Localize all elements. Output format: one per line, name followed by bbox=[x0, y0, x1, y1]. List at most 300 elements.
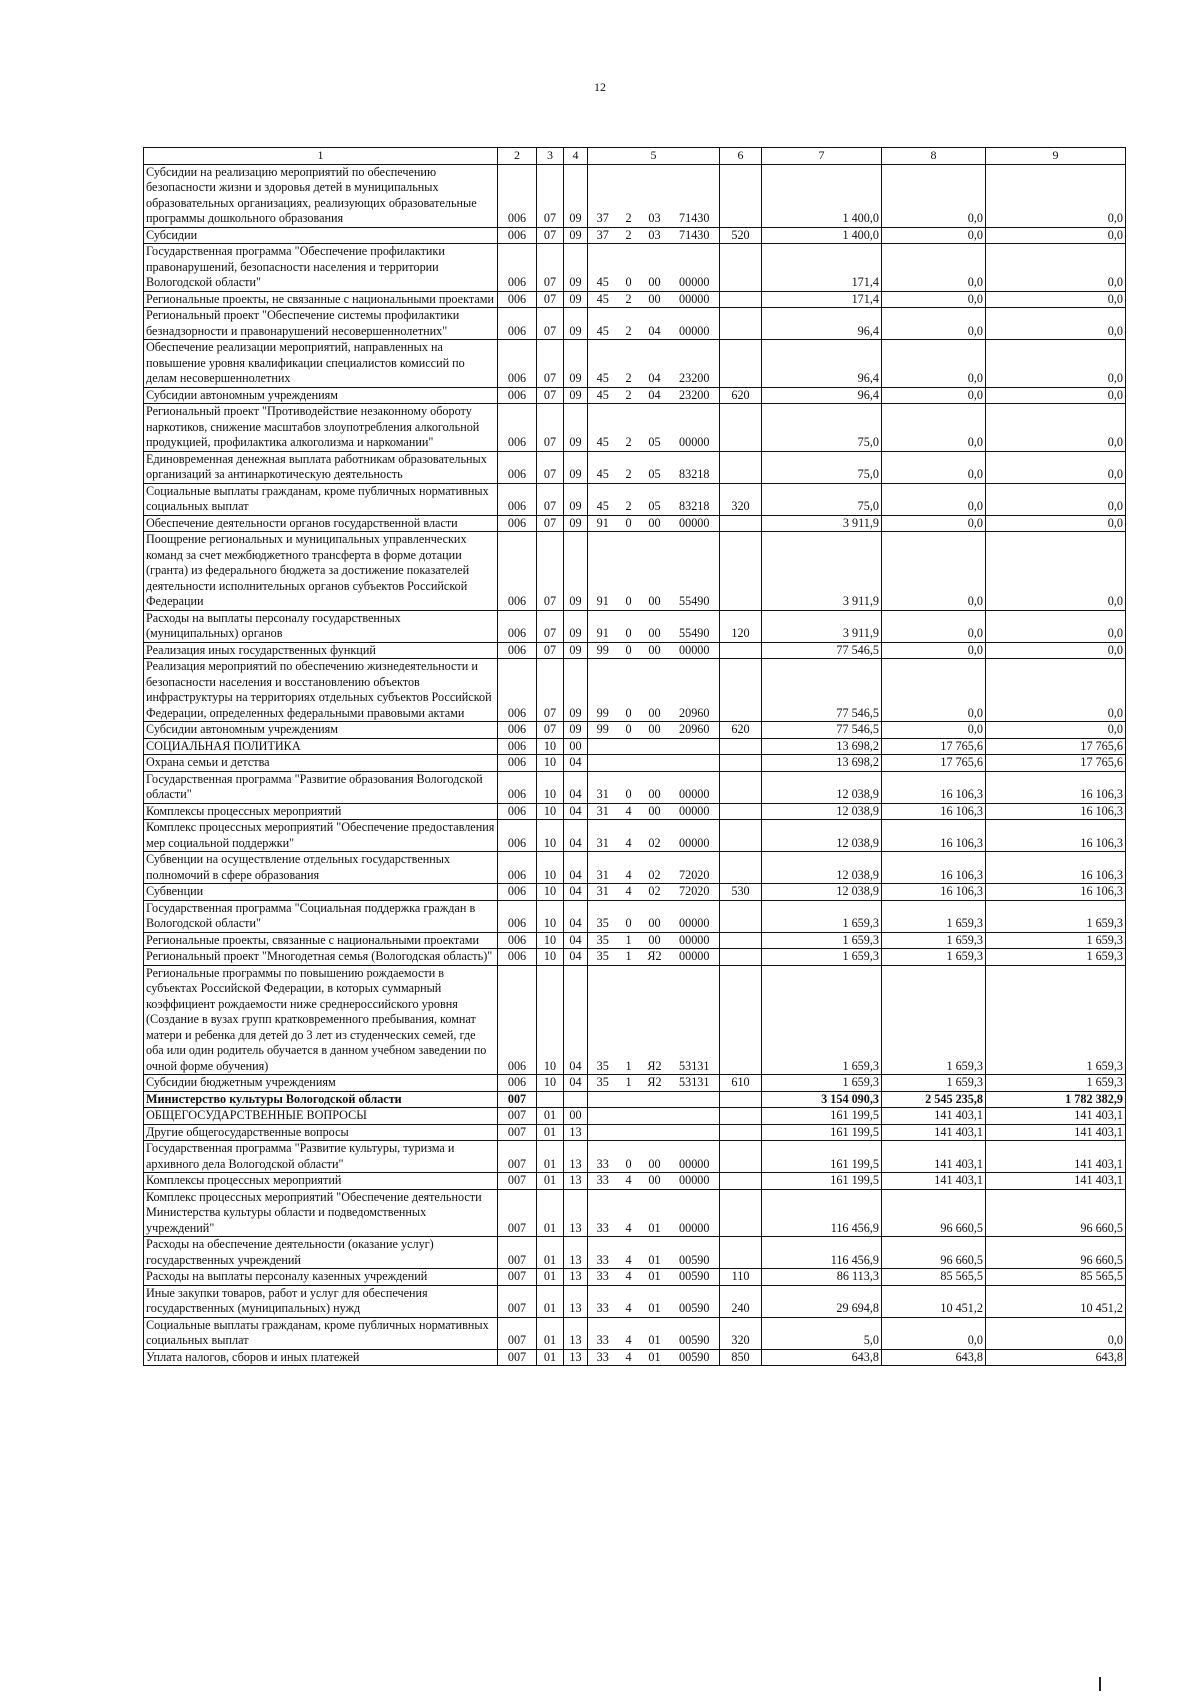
row-name-cell: Социальные выплаты гражданам, кроме публичных нормативных социальных выплат bbox=[144, 1317, 498, 1349]
project-code-cell bbox=[640, 738, 670, 755]
project-code-cell: 01 bbox=[640, 1237, 670, 1269]
amount-year3-cell: 0,0 bbox=[986, 642, 1126, 659]
program-code-cell: 33 bbox=[588, 1349, 618, 1366]
table-row bbox=[144, 1269, 1126, 1286]
section-code-cell: 07 bbox=[537, 659, 564, 722]
section-code-cell: 07 bbox=[537, 722, 564, 739]
row-name-cell: Поощрение региональных и муниципальных управленческих команд за счет межбюджетного трансферта в форме дотации (гранта) из федерального бюджета за достижение показателей деятельности исполнительных органов субъектов Российской Федерации bbox=[144, 532, 498, 611]
amount-year1-cell: 643,8 bbox=[762, 1349, 882, 1366]
subprogram-code-cell: 0 bbox=[618, 610, 640, 642]
direction-code-cell: 23200 bbox=[670, 340, 720, 388]
section-code-cell bbox=[537, 1091, 564, 1108]
subsection-code-cell: 04 bbox=[564, 965, 588, 1075]
direction-code-cell: 00590 bbox=[670, 1237, 720, 1269]
table-row bbox=[144, 387, 1126, 404]
row-name-cell: Министерство культуры Вологодской области bbox=[144, 1091, 498, 1108]
subprogram-code-cell: 0 bbox=[618, 659, 640, 722]
ministry-code-cell: 006 bbox=[498, 483, 537, 515]
subprogram-code-cell bbox=[618, 755, 640, 772]
row-name-cell: Государственная программа "Обеспечение профилактики правонарушений, безопасности населения и территории Вологодской области" bbox=[144, 244, 498, 292]
program-code-cell: 31 bbox=[588, 852, 618, 884]
project-code-cell: 01 bbox=[640, 1269, 670, 1286]
subsection-code-cell: 13 bbox=[564, 1269, 588, 1286]
amount-year2-cell: 16 106,3 bbox=[882, 884, 986, 901]
program-code-cell: 33 bbox=[588, 1141, 618, 1173]
project-code-cell: 00 bbox=[640, 659, 670, 722]
ministry-code-cell: 006 bbox=[498, 949, 537, 966]
row-name-cell: Региональные проекты, не связанные с национальными проектами bbox=[144, 291, 498, 308]
expense-type-cell bbox=[720, 771, 762, 803]
row-name-cell: Региональные программы по повышению рождаемости в субъектах Российской Федерации, в которых суммарный коэффициент рождаемости ниже среднероссийского уровня (Создание в вузах групп кратковременного пребывания, комнат матери и ребенка для детей до 3 лет из студенческих семей, где оба или один родитель обучается в данном учебном заведении по очной форме обучения) bbox=[144, 965, 498, 1075]
subprogram-code-cell: 4 bbox=[618, 1269, 640, 1286]
amount-year1-cell: 1 659,3 bbox=[762, 965, 882, 1075]
subsection-code-cell: 04 bbox=[564, 884, 588, 901]
section-code-cell: 07 bbox=[537, 227, 564, 244]
subprogram-code-cell: 4 bbox=[618, 1173, 640, 1190]
section-code-cell: 07 bbox=[537, 387, 564, 404]
direction-code-cell: 00590 bbox=[670, 1269, 720, 1286]
project-code-cell: Я2 bbox=[640, 965, 670, 1075]
project-code-cell: 02 bbox=[640, 884, 670, 901]
section-code-cell: 10 bbox=[537, 803, 564, 820]
subsection-code-cell: 09 bbox=[564, 227, 588, 244]
expense-type-cell bbox=[720, 1173, 762, 1190]
table-row bbox=[144, 244, 1126, 292]
expense-type-cell bbox=[720, 1141, 762, 1173]
subsection-code-cell: 04 bbox=[564, 900, 588, 932]
amount-year2-cell: 1 659,3 bbox=[882, 1075, 986, 1092]
program-code-cell: 31 bbox=[588, 803, 618, 820]
amount-year2-cell: 0,0 bbox=[882, 642, 986, 659]
amount-year1-cell: 1 659,3 bbox=[762, 932, 882, 949]
row-name-cell: Реализация мероприятий по обеспечению жизнедеятельности и безопасности населения и восстановлению объектов инфраструктуры на территориях отдельных субъектов Российской Федерации, определенных федеральными правовыми актами bbox=[144, 659, 498, 722]
ministry-code-cell: 006 bbox=[498, 515, 537, 532]
expense-type-cell: 610 bbox=[720, 1075, 762, 1092]
amount-year1-cell: 171,4 bbox=[762, 244, 882, 292]
section-code-cell: 01 bbox=[537, 1124, 564, 1141]
ministry-code-cell: 006 bbox=[498, 227, 537, 244]
subsection-code-cell: 09 bbox=[564, 340, 588, 388]
program-code-cell: 31 bbox=[588, 771, 618, 803]
ministry-code-cell: 007 bbox=[498, 1269, 537, 1286]
project-code-cell bbox=[640, 1124, 670, 1141]
row-name-cell: Субсидии бюджетным учреждениям bbox=[144, 1075, 498, 1092]
expense-type-cell bbox=[720, 1124, 762, 1141]
expense-type-cell bbox=[720, 642, 762, 659]
expense-type-cell bbox=[720, 949, 762, 966]
amount-year3-cell: 96 660,5 bbox=[986, 1189, 1126, 1237]
amount-year3-cell: 0,0 bbox=[986, 515, 1126, 532]
expense-type-cell: 520 bbox=[720, 227, 762, 244]
subprogram-code-cell: 2 bbox=[618, 227, 640, 244]
ministry-code-cell: 007 bbox=[498, 1108, 537, 1125]
program-code-cell: 99 bbox=[588, 659, 618, 722]
section-code-cell: 07 bbox=[537, 404, 564, 452]
subsection-code-cell: 13 bbox=[564, 1141, 588, 1173]
amount-year2-cell: 0,0 bbox=[882, 308, 986, 340]
amount-year1-cell: 171,4 bbox=[762, 291, 882, 308]
amount-year2-cell: 0,0 bbox=[882, 1317, 986, 1349]
amount-year3-cell: 1 782 382,9 bbox=[986, 1091, 1126, 1108]
direction-code-cell: 00590 bbox=[670, 1285, 720, 1317]
ministry-code-cell: 006 bbox=[498, 659, 537, 722]
subsection-code-cell: 09 bbox=[564, 483, 588, 515]
section-code-cell: 10 bbox=[537, 755, 564, 772]
header-cell-7: 7 bbox=[762, 148, 882, 165]
direction-code-cell: 00000 bbox=[670, 1141, 720, 1173]
ministry-code-cell: 006 bbox=[498, 1075, 537, 1092]
subprogram-code-cell: 2 bbox=[618, 164, 640, 227]
amount-year1-cell: 161 199,5 bbox=[762, 1124, 882, 1141]
amount-year3-cell: 0,0 bbox=[986, 340, 1126, 388]
ministry-code-cell: 007 bbox=[498, 1141, 537, 1173]
section-code-cell: 10 bbox=[537, 884, 564, 901]
ministry-code-cell: 007 bbox=[498, 1349, 537, 1366]
row-name-cell: Субвенции bbox=[144, 884, 498, 901]
scan-mark bbox=[1099, 1677, 1101, 1691]
table-row bbox=[144, 803, 1126, 820]
table-row bbox=[144, 164, 1126, 227]
amount-year1-cell: 1 659,3 bbox=[762, 900, 882, 932]
program-code-cell: 99 bbox=[588, 642, 618, 659]
section-code-cell: 01 bbox=[537, 1141, 564, 1173]
row-name-cell: Государственная программа "Развитие культуры, туризма и архивного дела Вологодской области" bbox=[144, 1141, 498, 1173]
ministry-code-cell: 006 bbox=[498, 340, 537, 388]
direction-code-cell: 23200 bbox=[670, 387, 720, 404]
table-row bbox=[144, 642, 1126, 659]
ministry-code-cell: 007 bbox=[498, 1237, 537, 1269]
row-name-cell: ОБЩЕГОСУДАРСТВЕННЫЕ ВОПРОСЫ bbox=[144, 1108, 498, 1125]
amount-year2-cell: 0,0 bbox=[882, 164, 986, 227]
subsection-code-cell: 04 bbox=[564, 820, 588, 852]
section-code-cell: 10 bbox=[537, 900, 564, 932]
header-cell-8: 8 bbox=[882, 148, 986, 165]
amount-year2-cell: 0,0 bbox=[882, 387, 986, 404]
row-name-cell: Реализация иных государственных функций bbox=[144, 642, 498, 659]
amount-year3-cell: 643,8 bbox=[986, 1349, 1126, 1366]
row-name-cell: Субсидии автономным учреждениям bbox=[144, 387, 498, 404]
table-row bbox=[144, 965, 1126, 1075]
expense-type-cell: 620 bbox=[720, 722, 762, 739]
amount-year2-cell: 0,0 bbox=[882, 659, 986, 722]
program-code-cell: 33 bbox=[588, 1317, 618, 1349]
expense-type-cell bbox=[720, 738, 762, 755]
project-code-cell: 02 bbox=[640, 852, 670, 884]
amount-year1-cell: 75,0 bbox=[762, 451, 882, 483]
row-name-cell: Субсидии на реализацию мероприятий по обеспечению безопасности жизни и здоровья детей в муниципальных образовательных организациях, реализующих образовательные программы дошкольного образования bbox=[144, 164, 498, 227]
section-code-cell: 07 bbox=[537, 451, 564, 483]
amount-year1-cell: 86 113,3 bbox=[762, 1269, 882, 1286]
amount-year2-cell: 85 565,5 bbox=[882, 1269, 986, 1286]
table-row bbox=[144, 451, 1126, 483]
amount-year1-cell: 13 698,2 bbox=[762, 755, 882, 772]
expense-type-cell bbox=[720, 244, 762, 292]
amount-year1-cell: 161 199,5 bbox=[762, 1141, 882, 1173]
amount-year1-cell: 116 456,9 bbox=[762, 1189, 882, 1237]
subprogram-code-cell bbox=[618, 738, 640, 755]
expense-type-cell: 320 bbox=[720, 483, 762, 515]
expense-type-cell bbox=[720, 1237, 762, 1269]
program-code-cell: 31 bbox=[588, 820, 618, 852]
amount-year2-cell: 0,0 bbox=[882, 515, 986, 532]
section-code-cell: 07 bbox=[537, 483, 564, 515]
amount-year3-cell: 17 765,6 bbox=[986, 738, 1126, 755]
expense-type-cell: 120 bbox=[720, 610, 762, 642]
row-name-cell: СОЦИАЛЬНАЯ ПОЛИТИКА bbox=[144, 738, 498, 755]
amount-year1-cell: 3 911,9 bbox=[762, 515, 882, 532]
section-code-cell: 07 bbox=[537, 340, 564, 388]
expense-type-cell: 320 bbox=[720, 1317, 762, 1349]
direction-code-cell: 71430 bbox=[670, 227, 720, 244]
program-code-cell: 35 bbox=[588, 900, 618, 932]
subsection-code-cell: 09 bbox=[564, 532, 588, 611]
program-code-cell: 33 bbox=[588, 1285, 618, 1317]
row-name-cell: Обеспечение реализации мероприятий, направленных на повышение уровня квалификации специалистов комиссий по делам несовершеннолетних bbox=[144, 340, 498, 388]
expense-type-cell bbox=[720, 1108, 762, 1125]
ministry-code-cell: 006 bbox=[498, 820, 537, 852]
row-name-cell: Субсидии автономным учреждениям bbox=[144, 722, 498, 739]
header-cell-2: 2 bbox=[498, 148, 537, 165]
project-code-cell: Я2 bbox=[640, 949, 670, 966]
row-name-cell: Обеспечение деятельности органов государственной власти bbox=[144, 515, 498, 532]
project-code-cell bbox=[640, 755, 670, 772]
subprogram-code-cell: 0 bbox=[618, 900, 640, 932]
project-code-cell bbox=[640, 1091, 670, 1108]
expense-type-cell bbox=[720, 404, 762, 452]
direction-code-cell: 00000 bbox=[670, 642, 720, 659]
direction-code-cell: 00000 bbox=[670, 515, 720, 532]
amount-year2-cell: 16 106,3 bbox=[882, 771, 986, 803]
amount-year2-cell: 141 403,1 bbox=[882, 1173, 986, 1190]
table-row bbox=[144, 227, 1126, 244]
amount-year3-cell: 1 659,3 bbox=[986, 949, 1126, 966]
subprogram-code-cell: 0 bbox=[618, 244, 640, 292]
amount-year3-cell: 1 659,3 bbox=[986, 965, 1126, 1075]
subprogram-code-cell: 4 bbox=[618, 1189, 640, 1237]
expense-type-cell bbox=[720, 515, 762, 532]
project-code-cell: 00 bbox=[640, 1173, 670, 1190]
amount-year3-cell: 16 106,3 bbox=[986, 884, 1126, 901]
subprogram-code-cell: 2 bbox=[618, 308, 640, 340]
subsection-code-cell: 09 bbox=[564, 515, 588, 532]
subprogram-code-cell: 0 bbox=[618, 515, 640, 532]
amount-year2-cell: 2 545 235,8 bbox=[882, 1091, 986, 1108]
subprogram-code-cell: 1 bbox=[618, 965, 640, 1075]
project-code-cell: 00 bbox=[640, 1141, 670, 1173]
ministry-code-cell: 006 bbox=[498, 451, 537, 483]
table-row bbox=[144, 738, 1126, 755]
amount-year1-cell: 75,0 bbox=[762, 404, 882, 452]
amount-year1-cell: 161 199,5 bbox=[762, 1173, 882, 1190]
amount-year2-cell: 1 659,3 bbox=[882, 949, 986, 966]
amount-year1-cell: 77 546,5 bbox=[762, 659, 882, 722]
table-row bbox=[144, 1349, 1126, 1366]
amount-year3-cell: 16 106,3 bbox=[986, 852, 1126, 884]
direction-code-cell: 00000 bbox=[670, 803, 720, 820]
direction-code-cell: 00000 bbox=[670, 1173, 720, 1190]
header-cell-5: 5 bbox=[588, 148, 720, 165]
project-code-cell: Я2 bbox=[640, 1075, 670, 1092]
amount-year3-cell: 16 106,3 bbox=[986, 803, 1126, 820]
amount-year3-cell: 0,0 bbox=[986, 659, 1126, 722]
ministry-code-cell: 006 bbox=[498, 164, 537, 227]
amount-year3-cell: 0,0 bbox=[986, 291, 1126, 308]
subprogram-code-cell bbox=[618, 1091, 640, 1108]
subsection-code-cell: 13 bbox=[564, 1349, 588, 1366]
amount-year2-cell: 141 403,1 bbox=[882, 1108, 986, 1125]
row-name-cell: Региональный проект "Обеспечение системы профилактики безнадзорности и правонарушений несовершеннолетних" bbox=[144, 308, 498, 340]
expense-type-cell bbox=[720, 755, 762, 772]
subprogram-code-cell bbox=[618, 1124, 640, 1141]
direction-code-cell bbox=[670, 738, 720, 755]
direction-code-cell: 55490 bbox=[670, 532, 720, 611]
table-row bbox=[144, 1124, 1126, 1141]
project-code-cell: 00 bbox=[640, 532, 670, 611]
amount-year2-cell: 0,0 bbox=[882, 244, 986, 292]
amount-year1-cell: 96,4 bbox=[762, 340, 882, 388]
amount-year1-cell: 12 038,9 bbox=[762, 771, 882, 803]
amount-year1-cell: 75,0 bbox=[762, 483, 882, 515]
ministry-code-cell: 006 bbox=[498, 642, 537, 659]
row-name-cell: Региональные проекты, связанные с национальными проектами bbox=[144, 932, 498, 949]
ministry-code-cell: 006 bbox=[498, 404, 537, 452]
expense-type-cell bbox=[720, 965, 762, 1075]
page-number: 12 bbox=[594, 80, 606, 94]
project-code-cell: 00 bbox=[640, 244, 670, 292]
amount-year1-cell: 12 038,9 bbox=[762, 884, 882, 901]
subprogram-code-cell: 2 bbox=[618, 404, 640, 452]
section-code-cell: 07 bbox=[537, 532, 564, 611]
program-code-cell: 45 bbox=[588, 291, 618, 308]
table-row bbox=[144, 1141, 1126, 1173]
program-code-cell: 91 bbox=[588, 610, 618, 642]
table-row bbox=[144, 1317, 1126, 1349]
section-code-cell: 01 bbox=[537, 1173, 564, 1190]
section-code-cell: 10 bbox=[537, 771, 564, 803]
expense-type-cell bbox=[720, 308, 762, 340]
amount-year3-cell: 0,0 bbox=[986, 387, 1126, 404]
program-code-cell: 35 bbox=[588, 1075, 618, 1092]
subsection-code-cell: 04 bbox=[564, 771, 588, 803]
section-code-cell: 01 bbox=[537, 1349, 564, 1366]
table-row bbox=[144, 1091, 1126, 1108]
subprogram-code-cell: 4 bbox=[618, 1349, 640, 1366]
subprogram-code-cell: 1 bbox=[618, 932, 640, 949]
direction-code-cell: 00590 bbox=[670, 1317, 720, 1349]
amount-year2-cell: 17 765,6 bbox=[882, 755, 986, 772]
row-name-cell: Социальные выплаты гражданам, кроме публичных нормативных социальных выплат bbox=[144, 483, 498, 515]
subsection-code-cell: 09 bbox=[564, 291, 588, 308]
subprogram-code-cell: 0 bbox=[618, 722, 640, 739]
amount-year3-cell: 0,0 bbox=[986, 1317, 1126, 1349]
table-row bbox=[144, 610, 1126, 642]
amount-year2-cell: 17 765,6 bbox=[882, 738, 986, 755]
amount-year3-cell: 141 403,1 bbox=[986, 1173, 1126, 1190]
amount-year1-cell: 1 659,3 bbox=[762, 1075, 882, 1092]
program-code-cell: 45 bbox=[588, 340, 618, 388]
ministry-code-cell: 006 bbox=[498, 900, 537, 932]
row-name-cell: Государственная программа "Социальная поддержка граждан в Вологодской области" bbox=[144, 900, 498, 932]
header-cell-3: 3 bbox=[537, 148, 564, 165]
expense-type-cell bbox=[720, 659, 762, 722]
ministry-code-cell: 006 bbox=[498, 884, 537, 901]
program-code-cell: 45 bbox=[588, 483, 618, 515]
direction-code-cell: 00000 bbox=[670, 244, 720, 292]
project-code-cell: 04 bbox=[640, 387, 670, 404]
section-code-cell: 07 bbox=[537, 308, 564, 340]
subprogram-code-cell: 4 bbox=[618, 820, 640, 852]
table-row bbox=[144, 722, 1126, 739]
project-code-cell: 01 bbox=[640, 1285, 670, 1317]
amount-year2-cell: 0,0 bbox=[882, 404, 986, 452]
section-code-cell: 10 bbox=[537, 1075, 564, 1092]
amount-year2-cell: 0,0 bbox=[882, 532, 986, 611]
amount-year2-cell: 1 659,3 bbox=[882, 900, 986, 932]
ministry-code-cell: 006 bbox=[498, 291, 537, 308]
direction-code-cell: 72020 bbox=[670, 884, 720, 901]
direction-code-cell: 55490 bbox=[670, 610, 720, 642]
project-code-cell: 00 bbox=[640, 515, 670, 532]
ministry-code-cell: 006 bbox=[498, 244, 537, 292]
program-code-cell: 35 bbox=[588, 949, 618, 966]
project-code-cell: 05 bbox=[640, 404, 670, 452]
row-name-cell: Региональный проект "Противодействие незаконному обороту наркотиков, снижение масштабов злоупотребления алкогольной продукцией, профилактика алкоголизма и наркомании" bbox=[144, 404, 498, 452]
subsection-code-cell bbox=[564, 1091, 588, 1108]
program-code-cell: 33 bbox=[588, 1237, 618, 1269]
project-code-cell: 02 bbox=[640, 820, 670, 852]
amount-year3-cell: 0,0 bbox=[986, 404, 1126, 452]
expense-type-cell bbox=[720, 852, 762, 884]
table-row bbox=[144, 932, 1126, 949]
amount-year3-cell: 16 106,3 bbox=[986, 771, 1126, 803]
subsection-code-cell: 09 bbox=[564, 451, 588, 483]
amount-year3-cell: 0,0 bbox=[986, 532, 1126, 611]
amount-year3-cell: 0,0 bbox=[986, 722, 1126, 739]
project-code-cell: 00 bbox=[640, 932, 670, 949]
row-name-cell: Комплексы процессных мероприятий bbox=[144, 803, 498, 820]
section-code-cell: 07 bbox=[537, 291, 564, 308]
section-code-cell: 10 bbox=[537, 949, 564, 966]
subprogram-code-cell: 1 bbox=[618, 949, 640, 966]
direction-code-cell: 00000 bbox=[670, 404, 720, 452]
direction-code-cell: 00000 bbox=[670, 820, 720, 852]
subsection-code-cell: 13 bbox=[564, 1189, 588, 1237]
amount-year2-cell: 0,0 bbox=[882, 227, 986, 244]
row-name-cell: Комплекс процессных мероприятий "Обеспечение предоставления мер социальной поддержки" bbox=[144, 820, 498, 852]
program-code-cell: 45 bbox=[588, 308, 618, 340]
section-code-cell: 10 bbox=[537, 965, 564, 1075]
project-code-cell: 03 bbox=[640, 227, 670, 244]
ministry-code-cell: 006 bbox=[498, 755, 537, 772]
header-cell-1: 1 bbox=[144, 148, 498, 165]
row-name-cell: Субвенции на осуществление отдельных государственных полномочий в сфере образования bbox=[144, 852, 498, 884]
program-code-cell: 35 bbox=[588, 932, 618, 949]
project-code-cell: 00 bbox=[640, 900, 670, 932]
expense-type-cell bbox=[720, 291, 762, 308]
row-name-cell: Расходы на обеспечение деятельности (оказание услуг) государственных учреждений bbox=[144, 1237, 498, 1269]
amount-year1-cell: 3 911,9 bbox=[762, 610, 882, 642]
section-code-cell: 01 bbox=[537, 1189, 564, 1237]
table-row bbox=[144, 515, 1126, 532]
direction-code-cell: 00000 bbox=[670, 308, 720, 340]
subsection-code-cell: 09 bbox=[564, 722, 588, 739]
amount-year2-cell: 96 660,5 bbox=[882, 1189, 986, 1237]
row-name-cell: Охрана семьи и детства bbox=[144, 755, 498, 772]
table-row bbox=[144, 1189, 1126, 1237]
amount-year3-cell: 17 765,6 bbox=[986, 755, 1126, 772]
amount-year3-cell: 0,0 bbox=[986, 164, 1126, 227]
subsection-code-cell: 13 bbox=[564, 1124, 588, 1141]
